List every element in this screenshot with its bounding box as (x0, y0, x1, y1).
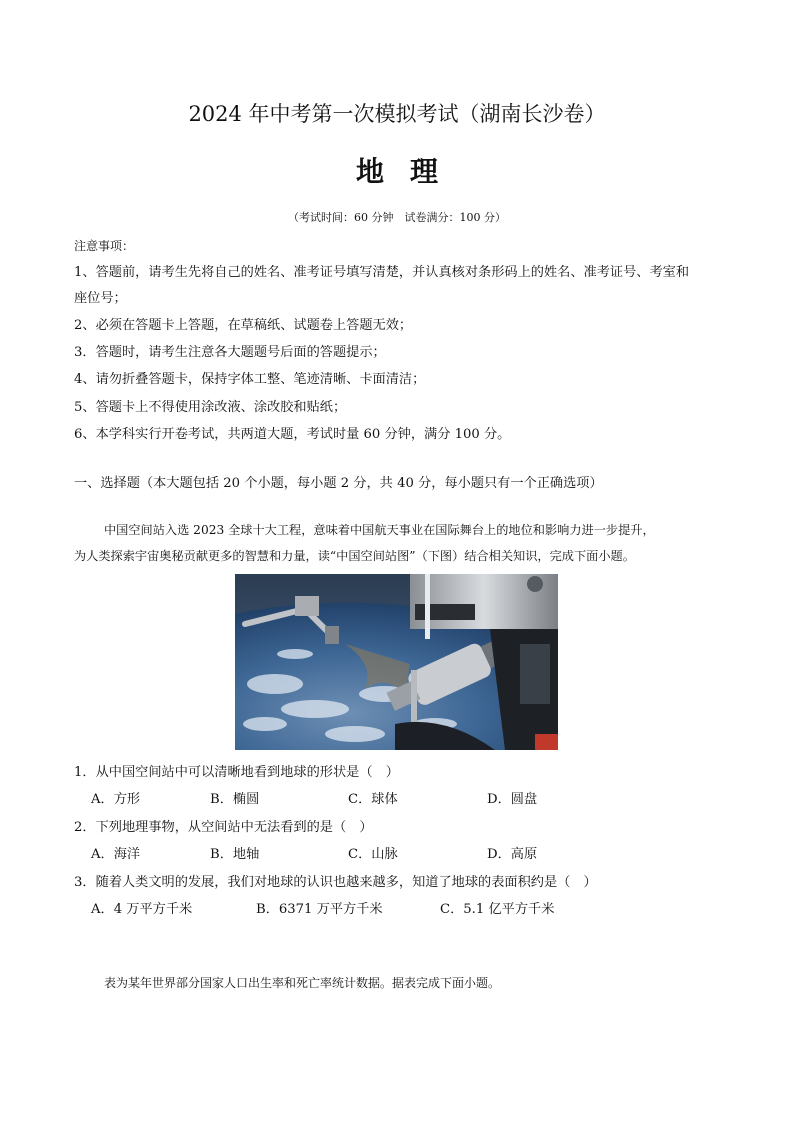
notice-item: 4、请勿折叠答题卡，保持字体工整、笔迹清晰、卡面清洁； (74, 372, 426, 387)
subject-title: 地理 (355, 155, 464, 188)
option: C．5.1 亿平方千米 (440, 902, 555, 917)
notice-item: 2、必须在答题卡上答题，在草稿纸、试题卷上答题无效； (74, 318, 413, 333)
exam-info: （考试时间：60 分钟 试卷满分：100 分） (288, 211, 506, 224)
notice-item: 1、答题前，请考生先将自己的姓名、准考证号填写清楚，并认真核对条形码上的姓名、准考证号、考室和 (74, 265, 690, 280)
exam-title: 2024 年中考第一次模拟考试（湖南长沙卷） (188, 102, 606, 126)
option: D．圆盘 (487, 792, 538, 807)
intro-paragraph-line: 中国空间站入选 2023 全球十大工程，意味着中国航天事业在国际舞台上的地位和影响力进一步提升， (104, 523, 655, 537)
option: D．高原 (487, 847, 538, 862)
notice-item: 座位号； (74, 291, 127, 306)
section-heading: 一、选择题（本大题包括 20 个小题，每小题 2 分，共 40 分，每小题只有一个正确选项） (74, 476, 603, 491)
option: C．球体 (348, 792, 398, 807)
notice-item: 6、本学科实行开卷考试，共两道大题，考试时量 60 分钟，满分 100 分。 (74, 427, 511, 442)
option: A．海洋 (91, 847, 141, 862)
option: B．6371 万平方千米 (256, 902, 383, 917)
question-stem: 1．从中国空间站中可以清晰地看到地球的形状是（ ） (74, 765, 399, 780)
notice-item: 5、答题卡上不得使用涂改液、涂改胶和贴纸； (74, 400, 347, 415)
notices-heading: 注意事项： (74, 239, 135, 253)
space-station-photo (235, 574, 558, 750)
option: B．地轴 (210, 847, 260, 862)
question-stem: 2．下列地理事物，从空间站中无法看到的是（ ） (74, 820, 373, 835)
option: A．4 万平方千米 (91, 902, 193, 917)
option: C．山脉 (348, 847, 398, 862)
option: B．椭圆 (210, 792, 260, 807)
option: A．方形 (91, 792, 141, 807)
notice-item: 3．答题时，请考生注意各大题题号后面的答题提示； (74, 345, 386, 360)
table-intro: 表为某年世界部分国家人口出生率和死亡率统计数据。据表完成下面小题。 (104, 976, 501, 990)
intro-paragraph-line: 为人类探索宇宙奥秘贡献更多的智慧和力量，读“中国空间站图”（下图）结合相关知识，完成下面小题。 (74, 549, 635, 563)
question-stem: 3．随着人类文明的发展，我们对地球的认识也越来越多，知道了地球的表面积约是（ ） (74, 875, 597, 890)
